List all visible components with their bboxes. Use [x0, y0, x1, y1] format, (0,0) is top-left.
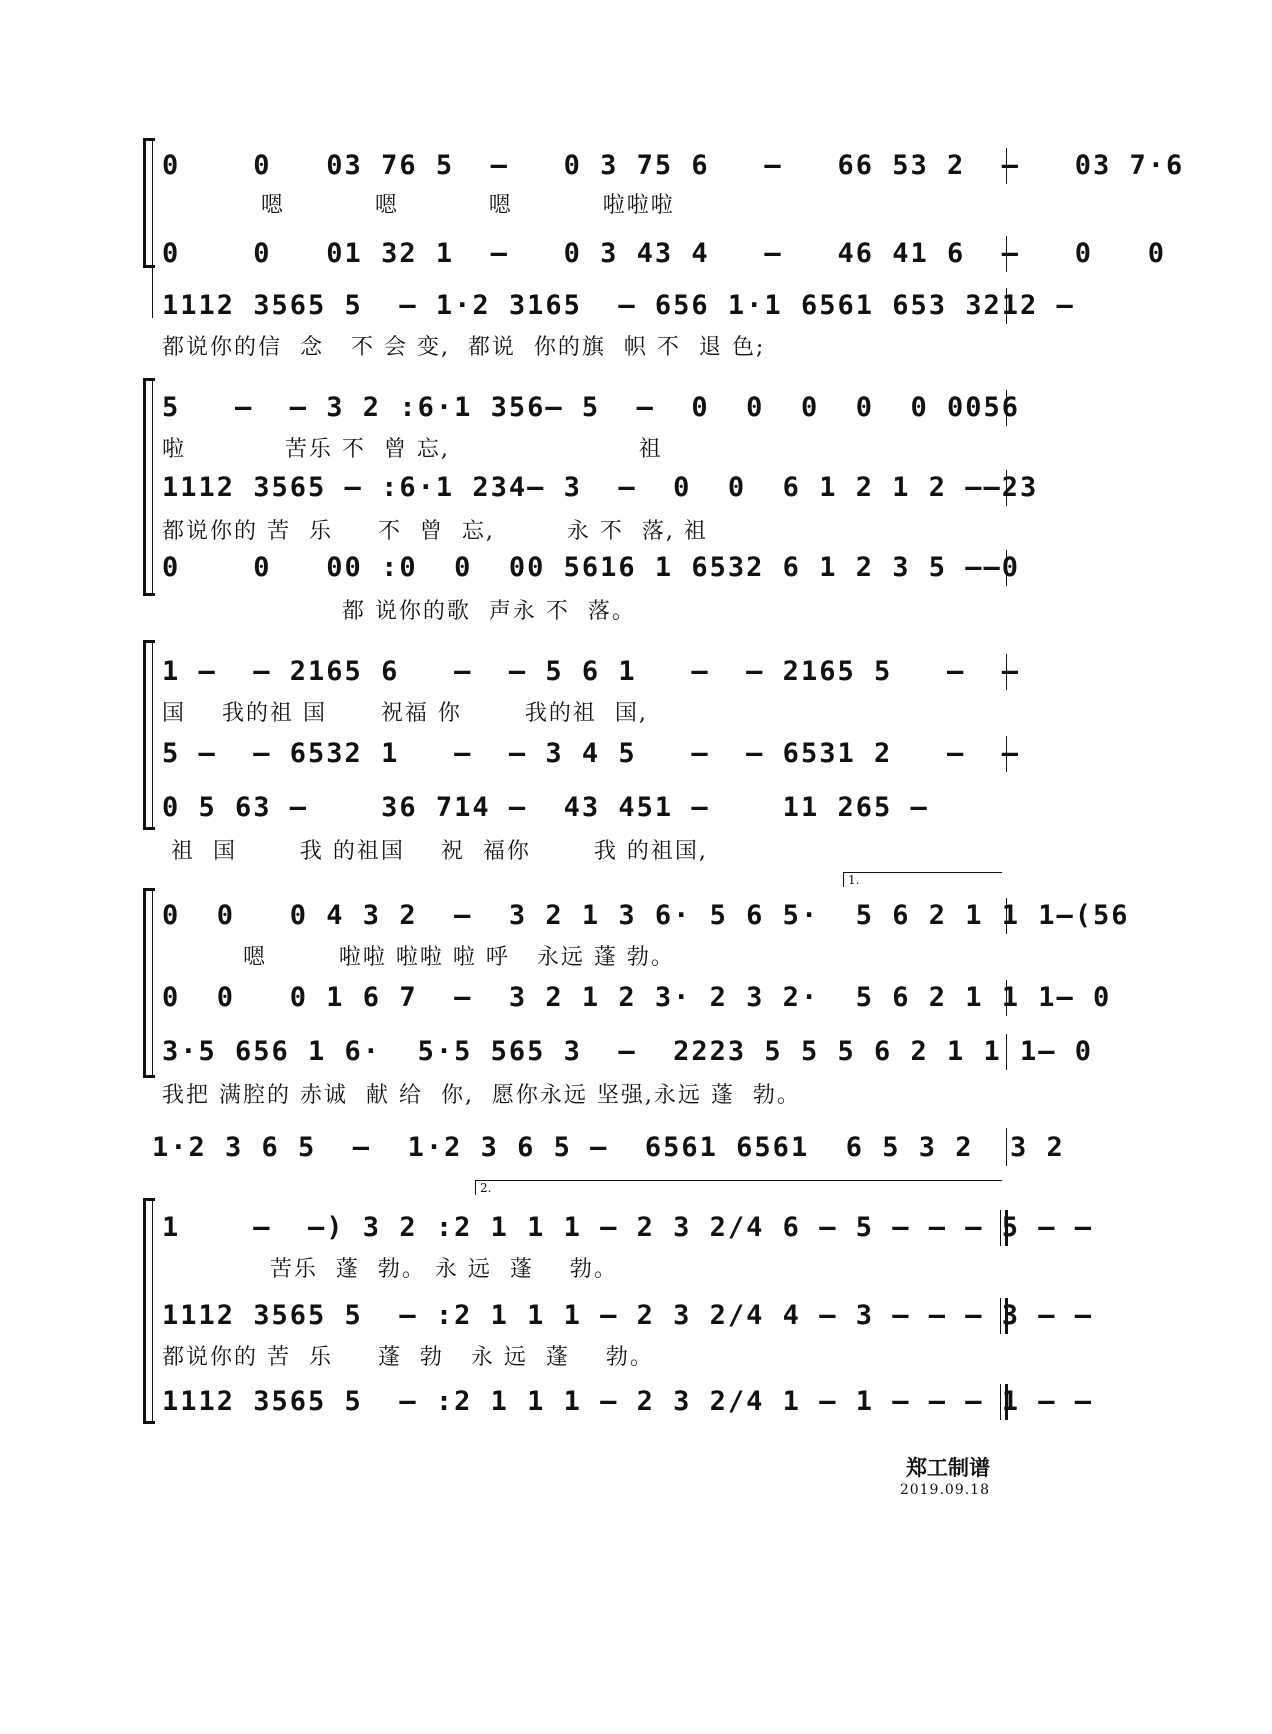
volta-second: [475, 1180, 1002, 1195]
staff-line: 0 0 00 :0 0 00 5616 1 6532 6 1 2 3 5 ––0: [162, 552, 1021, 583]
staff-line: 1 – –) 3 2 :2 1 1 1 – 2 3 2/4 6 – 5 – – – 5 – –: [162, 1212, 1094, 1243]
staff-line: 1 – – 2165 6 – – 5 6 1 – – 2165 5 – –: [162, 656, 1021, 687]
barline: [1006, 390, 1007, 426]
barline: [1006, 148, 1007, 184]
staff-line: 1112 3565 5 – 1·2 3165 – 656 1·1 6561 653 3212 –: [162, 290, 1075, 321]
lyric-line: 祖 国 我 的祖国 祝 福你 我 的祖国,: [162, 839, 708, 864]
system-line: [152, 640, 153, 830]
barline: [1006, 470, 1007, 506]
barline: [1006, 980, 1007, 1016]
lyric-line: 都说你的信 念 不 会 变, 都说 你的旗 帜 不 退 色;: [162, 335, 766, 360]
lyric-line: 苦乐 蓬 勃。 永 远 蓬 勃。: [162, 1257, 618, 1282]
final-barline: [1000, 1210, 1008, 1246]
barline: [1006, 736, 1007, 772]
system-brace: [143, 1198, 146, 1424]
barline: [1006, 236, 1007, 272]
system-line: [152, 378, 153, 596]
staff-line: 1112 3565 5 – :2 1 1 1 – 2 3 2/4 4 – 3 – – – 3 – –: [162, 1300, 1094, 1331]
barline: [1006, 1034, 1007, 1070]
final-barline: [1000, 1384, 1008, 1420]
lyric-line: 都 说你的歌 声永 不 落。: [162, 599, 636, 624]
volta-label: 2.: [480, 1181, 492, 1195]
staff-line: 0 5 63 – 36 714 – 43 451 – 11 265 –: [162, 792, 929, 823]
system-brace: [143, 378, 146, 596]
staff-line: 5 – – 6532 1 – – 3 4 5 – – 6531 2 – –: [162, 738, 1021, 769]
staff-line: 0 0 03 76 5 – 0 3 75 6 – 66 53 2 – 03 7·6: [162, 150, 1185, 181]
system-line: [152, 888, 153, 1078]
barline: [1006, 550, 1007, 586]
barline: [1006, 1128, 1007, 1166]
volta-first: [843, 872, 1002, 887]
lyric-line: 都说你的 苦 乐 不 曾 忘, 永 不 落, 祖: [162, 519, 708, 544]
staff-line: 5 – – 3 2 :6·1 356– 5 – 0 0 0 0 0 0056: [162, 392, 1021, 423]
volta-label: 1.: [848, 873, 860, 887]
score-credit: [900, 1452, 990, 1498]
staff-line: 1·2 3 6 5 – 1·2 3 6 5 – 6561 6561 6 5 3 2 3 2: [152, 1132, 1065, 1163]
barline: [1006, 654, 1007, 690]
system-brace: [143, 138, 146, 268]
staff-line: 0 0 01 32 1 – 0 3 43 4 – 46 41 6 – 0 0: [162, 238, 1167, 269]
credit-date: 2019.09.18: [899, 1482, 990, 1498]
system-line: [152, 138, 153, 318]
credit-name: 郑工制谱: [906, 1456, 990, 1480]
staff-line: 1112 3565 – :6·1 234– 3 – 0 0 6 1 2 1 2 ––23: [162, 472, 1039, 503]
lyric-line: 嗯 嗯 嗯 啦啦啦: [162, 193, 675, 218]
lyric-line: 国 我的祖 国 祝福 你 我的祖 国,: [162, 701, 648, 726]
staff-line: 0 0 0 4 3 2 – 3 2 1 3 6· 5 6 5· 5 6 2 1 1 1–(56: [162, 900, 1130, 931]
barline: [1006, 288, 1007, 324]
system-brace: [143, 888, 146, 1078]
lyric-line: 啦 苦乐 不 曾 忘, 祖: [162, 437, 663, 462]
staff-line: 3·5 656 1 6· 5·5 565 3 – 2223 5 5 5 6 2 1 1 1– 0: [162, 1036, 1094, 1067]
system-line: [152, 1198, 153, 1424]
lyric-line: 都说你的 苦 乐 蓬 勃 永 远 蓬 勃。: [162, 1345, 654, 1370]
barline: [1006, 898, 1007, 934]
staff-line: 0 0 0 1 6 7 – 3 2 1 2 3· 2 3 2· 5 6 2 1 1 1– 0: [162, 982, 1112, 1013]
staff-line: 1112 3565 5 – :2 1 1 1 – 2 3 2/4 1 – 1 – – – 1 – –: [162, 1386, 1094, 1417]
lyric-line: 嗯 啦啦 啦啦 啦 呼 永远 蓬 勃。: [162, 945, 675, 970]
system-brace: [143, 640, 146, 830]
lyric-line: 我把 满腔的 赤诚 献 给 你, 愿你永远 坚强,永远 蓬 勃。: [162, 1083, 801, 1108]
final-barline: [1000, 1298, 1008, 1334]
